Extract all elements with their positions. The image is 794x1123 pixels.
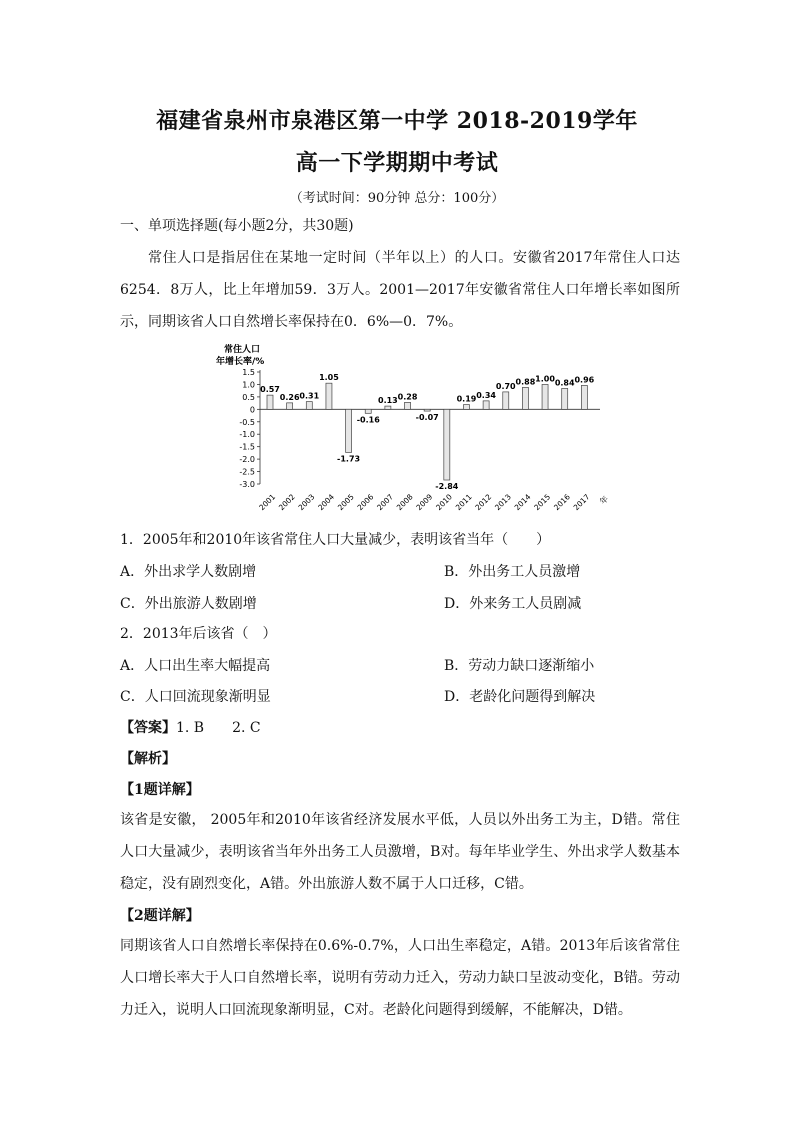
data-label-2010: -2.84: [435, 482, 459, 492]
y-tick-label: -1.5: [239, 442, 255, 452]
bar-2011: [463, 405, 469, 410]
answer-label: 【答案】: [120, 720, 176, 736]
x-tick-label: 2015: [532, 492, 553, 512]
data-label-2002: 0.26: [279, 392, 300, 402]
y-axis-title-unit: 年增长率/%: [216, 357, 265, 367]
y-tick-label: -1.0: [239, 430, 255, 440]
x-tick-label: 2014: [512, 492, 533, 512]
bar-2013: [503, 392, 509, 409]
y-tick-label: 0: [249, 405, 255, 415]
question-1-stem: 1．2005年和2010年该省常住人口大量减少，表明该省当年（ ）: [120, 532, 551, 548]
bar-2007: [385, 406, 391, 409]
bar-2008: [405, 402, 411, 409]
data-label-2017: 0.96: [574, 375, 595, 385]
bar-2006: [365, 409, 371, 413]
data-label-2007: 0.13: [378, 396, 398, 406]
bar-2003: [306, 402, 312, 410]
question-2-analysis-text: 同期该省人口自然增长率保持在0.6%-0.7%，人口出生率稳定，A错。2013年后该省常住人口增长率大于人口自然增长率，说明有劳动力迁入，劳动力缺口呈波动变化，B错。劳动力迁入，说明人口回流现象渐明显，C对。老龄化问题得到缓解，不能解决，D错。: [120, 938, 680, 1018]
x-tick-label: 2003: [296, 492, 317, 512]
question-2-option-d: D．老龄化问题得到解决: [444, 689, 596, 705]
x-tick-label: 2004: [316, 492, 337, 512]
bar-2016: [562, 388, 568, 409]
y-tick-label: -2.5: [239, 467, 255, 477]
x-tick-label: 2008: [394, 492, 415, 512]
data-label-2012: 0.34: [476, 390, 496, 400]
material-paragraph: 常住人口是指居住在某地一定时间（半年以上）的人口。安徽省2017年常住人口达6254．8万人，比上年增加59．3万人。2001—2017年安徽省常住人口年增长率如图所示，同期该省人口自然增长率保持在0．6%—0．7%。: [120, 250, 680, 330]
y-tick-label: 0.5: [242, 392, 255, 402]
bar-2017: [581, 385, 587, 409]
data-label-2006: -0.16: [356, 415, 380, 425]
y-tick-label: -0.5: [239, 417, 255, 427]
section-heading: 一、单项选择题(每小题2分，共30题): [120, 218, 354, 234]
x-tick-label: 2016: [552, 492, 572, 512]
bar-2001: [267, 395, 273, 409]
question-1-option-a: A．外出求学人数剧增: [120, 564, 257, 580]
analysis-label: 【解析】: [120, 751, 176, 767]
x-tick-label: 2011: [453, 492, 474, 512]
x-tick-label: 2006: [355, 492, 376, 512]
data-label-2011: 0.19: [456, 394, 477, 404]
y-tick-label: 1.5: [242, 368, 255, 377]
data-label-2014: 0.88: [515, 377, 536, 387]
question-1-option-c: C．外出旅游人数剧增: [120, 596, 257, 612]
exam-info: （考试时间：90分钟 总分：100分）: [289, 191, 505, 206]
page-title: 福建省泉州市泉港区第一中学 2018-2019学年: [156, 108, 638, 134]
x-tick-label: 2007: [375, 492, 396, 512]
y-tick-label: 1.0: [242, 380, 255, 390]
x-tick-label: 2010: [434, 492, 454, 512]
data-label-2003: 0.31: [299, 391, 320, 401]
x-tick-label: 2017: [571, 492, 592, 512]
question-1-option-d: D．外来务工人员剧减: [444, 596, 582, 612]
bar-2004: [326, 383, 332, 409]
data-label-2008: 0.28: [397, 392, 418, 402]
bar-2010: [444, 409, 450, 480]
population-growth-chart: [212, 340, 612, 512]
bar-2012: [483, 401, 489, 409]
answer-line: [120, 718, 680, 738]
data-label-2009: -0.07: [415, 413, 439, 423]
x-tick-label: 2012: [473, 492, 494, 512]
y-tick-label: -2.0: [239, 455, 255, 465]
x-tick-label: 2009: [414, 492, 435, 512]
question-2-analysis-label: 【2题详解】: [120, 908, 200, 924]
question-2-option-c: C．人口回流现象渐明显: [120, 689, 271, 705]
data-label-2004: 1.05: [319, 373, 339, 383]
data-label-2016: 0.84: [554, 378, 575, 388]
question-2-option-b: B．劳动力缺口逐渐缩小: [444, 658, 595, 674]
question-2-stem: 2．2013年后该省（ ）: [120, 626, 277, 642]
x-tick-label: 2013: [493, 492, 513, 512]
question-2-option-a: A．人口出生率大幅提高: [120, 658, 271, 674]
data-label-2013: 0.70: [495, 381, 516, 391]
page-title-line2: 高一下学期期中考试: [295, 150, 499, 176]
bar-2005: [346, 409, 352, 452]
data-label-2005: -1.73: [337, 454, 361, 464]
data-label-2015: 1.00: [535, 374, 555, 384]
question-1-option-b: B．外出务工人员激增: [444, 564, 581, 580]
y-tick-label: -3.0: [239, 480, 255, 489]
bar-2014: [522, 387, 528, 409]
question-1-analysis-text: 该省是安徽， 2005年和2010年该省经济发展水平低，人员以外出务工为主，D错。常住人口大量减少，表明该省当年外出务工人员激增，B对。每年毕业学生、外出求学人数基本稳定，没有剧烈变化，A错。外出旅游人数不属于人口迁移，C错。: [120, 812, 680, 892]
x-tick-label: 2002: [276, 492, 297, 512]
question-1-analysis-label: 【1题详解】: [120, 782, 200, 798]
bar-2015: [542, 384, 548, 409]
answer-text: 1. B 2. C: [176, 720, 261, 736]
y-axis-title: 常住人口: [224, 345, 261, 355]
data-label-2001: 0.57: [260, 385, 280, 395]
x-tick-label: 2001: [257, 492, 278, 512]
x-tick-label: 2005: [335, 492, 356, 512]
bar-2002: [287, 403, 293, 409]
bar-2009: [424, 409, 430, 411]
x-axis-title: 年: [598, 494, 611, 507]
